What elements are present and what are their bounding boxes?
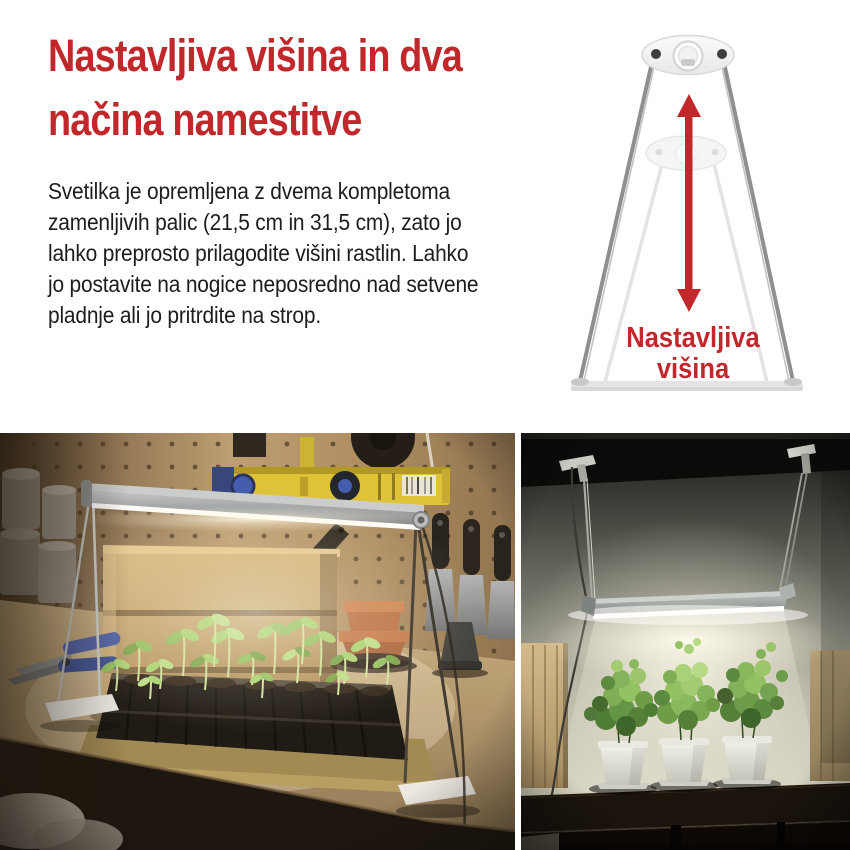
- intro-paragraph: [48, 176, 478, 331]
- paragraph-line: zamenljivih palic (21,5 cm in 31,5 cm), zato jo: [48, 209, 462, 235]
- lamp-head: [642, 36, 734, 75]
- photo-lamp-standing-over-seedlings: [0, 433, 515, 850]
- page-title: [48, 24, 462, 152]
- photo-lamp-ceiling-mounted: [521, 433, 850, 850]
- title-line-1: Nastavljiva višina in dva: [48, 30, 462, 81]
- workshop-scene: [0, 433, 515, 850]
- paragraph-line: lahko preprosto prilagodite višini rastlin. Lahko: [48, 240, 469, 266]
- vignette: [521, 433, 850, 850]
- paragraph-line: Svetilka je opremljena z dvema kompletoma: [48, 178, 450, 204]
- diagram-label-line-1: Nastavljiva: [626, 322, 760, 354]
- ceiling-scene: [521, 433, 850, 850]
- title-line-2: načina namestitve: [48, 94, 362, 145]
- paragraph-line: pladnje ali jo pritrdite na strop.: [48, 302, 321, 328]
- double-arrow-icon: [677, 94, 701, 312]
- diagram-label: [570, 323, 816, 385]
- warm-cast: [0, 433, 515, 850]
- paragraph-line: jo postavite na nogice neposredno nad setvene: [48, 271, 479, 297]
- height-adjustment-diagram: [553, 10, 833, 402]
- diagram-label-line-2: višina: [656, 353, 730, 385]
